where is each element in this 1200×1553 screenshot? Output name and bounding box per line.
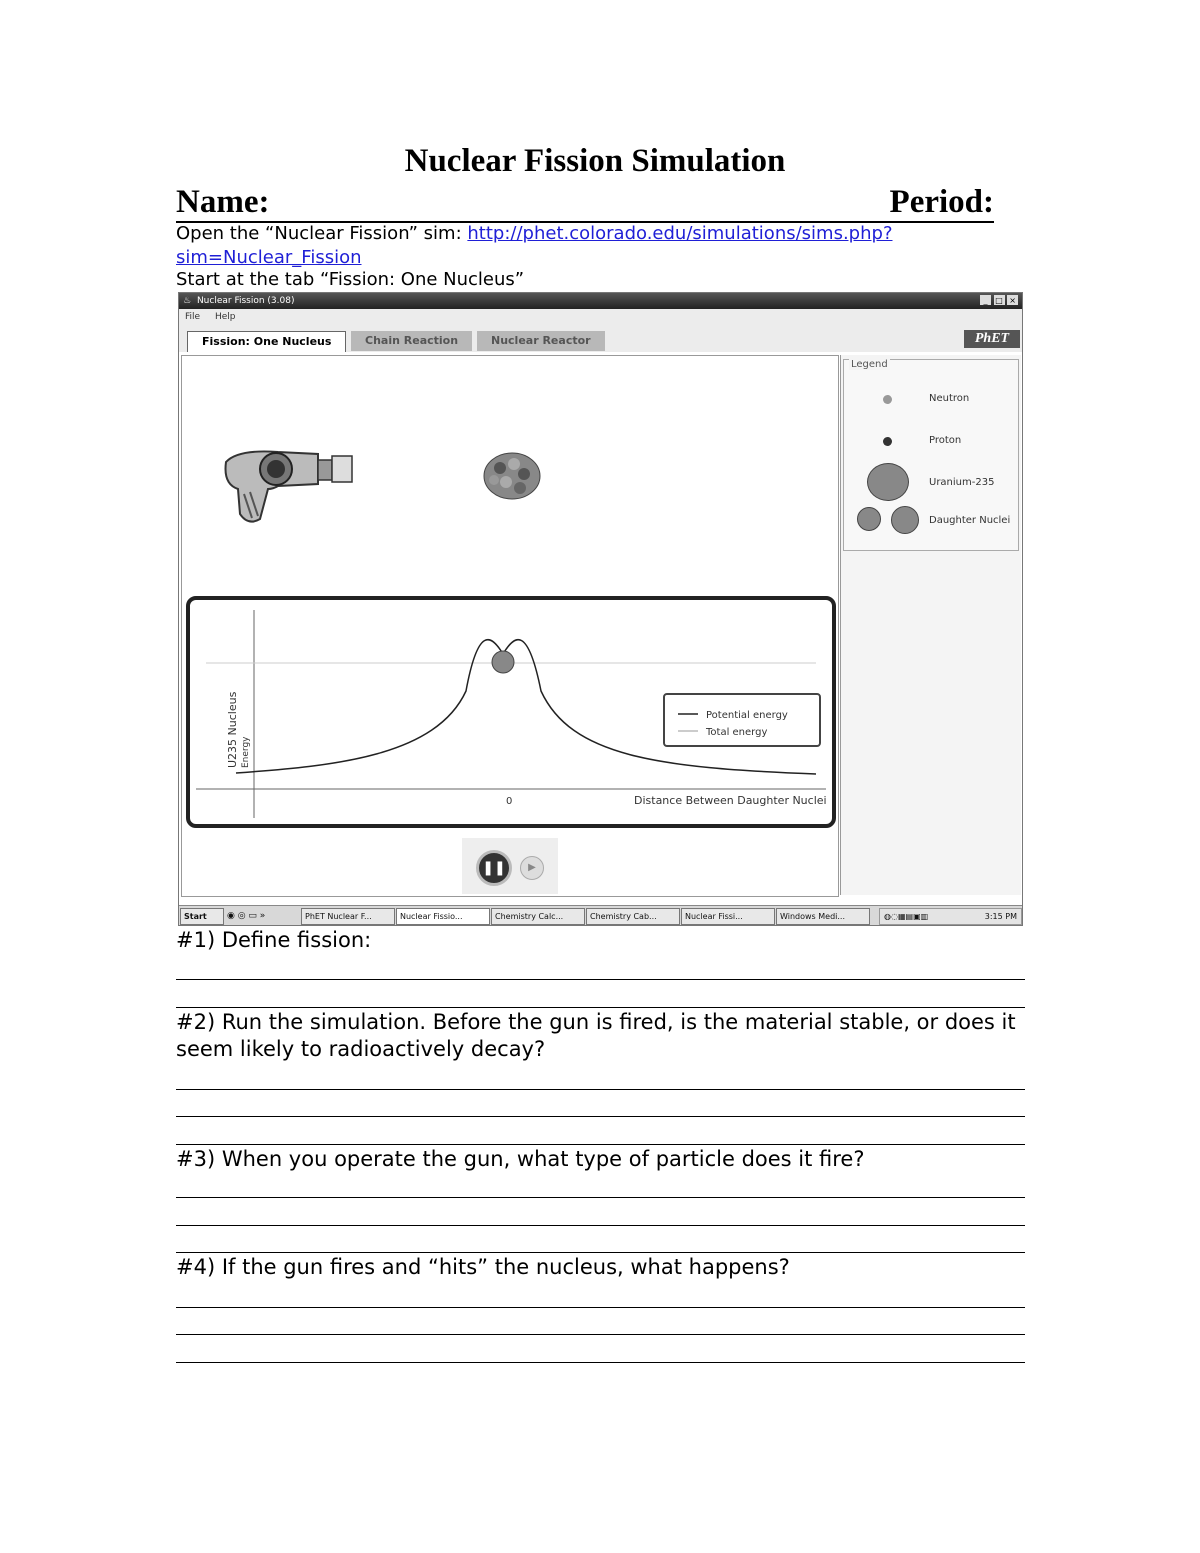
page-title: Nuclear Fission Simulation xyxy=(404,143,786,179)
close-icon[interactable]: × xyxy=(1007,295,1018,305)
daughter-nucleus-icon-a xyxy=(857,507,881,531)
legend-total-energy: Total energy xyxy=(706,727,768,738)
windows-taskbar xyxy=(179,905,1022,926)
answer-line[interactable] xyxy=(176,1007,1025,1008)
clock: 3:15 PM xyxy=(984,912,1017,921)
start-button[interactable]: Start xyxy=(180,908,224,925)
answer-line[interactable] xyxy=(176,1089,1025,1090)
minimize-icon[interactable]: _ xyxy=(980,295,991,305)
answer-line[interactable] xyxy=(176,1362,1025,1363)
tab-bar xyxy=(179,326,1022,352)
answer-line[interactable] xyxy=(176,1334,1025,1335)
tray-icons[interactable]: ◍◌▦▤▣▥ xyxy=(884,912,929,921)
legend-potential-energy: Potential energy xyxy=(706,710,788,721)
uranium-nucleus-icon xyxy=(480,450,544,502)
answer-line[interactable] xyxy=(176,1307,1025,1308)
name-period-line xyxy=(176,183,994,223)
question-3: #3) When you operate the gun, what type of particle does it fire? xyxy=(176,1147,865,1171)
legend-daughter-nuclei: Daughter Nuclei xyxy=(929,515,1011,526)
answer-line[interactable] xyxy=(176,1144,1025,1145)
answer-line[interactable] xyxy=(176,1116,1025,1117)
playback-controls xyxy=(462,838,558,894)
phet-logo: PhET xyxy=(964,330,1020,348)
taskbar-item-nuclear-fissi[interactable]: Nuclear Fissi... xyxy=(681,908,775,925)
question-2: #2) Run the simulation. Before the gun is fired, is the material stable, or does it seem likely to radioactively decay? xyxy=(176,1010,1016,1061)
graph-nucleus-icon xyxy=(492,651,514,673)
java-icon: ♨ xyxy=(183,296,192,306)
window-controls[interactable] xyxy=(980,295,1020,306)
name-label: Name: xyxy=(176,184,270,220)
legend-proton: Proton xyxy=(929,435,962,446)
legend-title: Legend xyxy=(851,359,888,370)
maximize-icon[interactable]: □ xyxy=(995,296,1003,305)
tab-fission-one-nucleus[interactable]: Fission: One Nucleus xyxy=(187,331,346,352)
graph-y-label-energy: Energy xyxy=(241,736,251,768)
neutron-gun-icon[interactable] xyxy=(218,444,358,529)
period-label: Period: xyxy=(889,184,994,220)
taskbar-item-phet[interactable]: PhET Nuclear F... xyxy=(301,908,395,925)
window-title: Nuclear Fission (3.08) xyxy=(196,296,295,306)
question-1: #1) Define fission: xyxy=(176,928,372,952)
sim-url-link-continued[interactable]: sim=Nuclear_Fission xyxy=(176,247,362,268)
daughter-nucleus-icon-b xyxy=(891,506,919,534)
uranium-legend-icon xyxy=(867,463,909,501)
neutron-icon xyxy=(883,395,892,404)
proton-icon xyxy=(883,437,892,446)
menu-bar xyxy=(179,309,1022,326)
sim-play-area xyxy=(181,355,839,897)
legend-panel xyxy=(840,355,1021,895)
graph-x-tick: 0 xyxy=(506,796,513,807)
graph-y-label: U235 Nucleus xyxy=(226,691,239,768)
taskbar-item-chemistry-cab[interactable]: Chemistry Cab... xyxy=(586,908,680,925)
answer-line[interactable] xyxy=(176,1197,1025,1198)
answer-line[interactable] xyxy=(176,979,1025,980)
question-4: #4) If the gun fires and “hits” the nucleus, what happens? xyxy=(176,1255,790,1279)
open-prefix: Open the “Nuclear Fission” sim: xyxy=(176,223,462,244)
menu-file[interactable]: File xyxy=(185,312,201,322)
sim-screenshot xyxy=(178,292,1023,926)
pause-button[interactable]: ❚❚ xyxy=(476,850,512,886)
taskbar-item-windows-media[interactable]: Windows Medi... xyxy=(776,908,870,925)
quick-launch-icons[interactable]: ◉ ◎ ▭ » xyxy=(227,911,266,921)
energy-graph xyxy=(186,596,838,832)
answer-line[interactable] xyxy=(176,1252,1025,1253)
open-instruction xyxy=(176,222,1006,270)
answer-line[interactable] xyxy=(176,1225,1025,1226)
legend-uranium: Uranium-235 xyxy=(929,477,995,488)
start-instruction: Start at the tab “Fission: One Nucleus” xyxy=(176,269,525,290)
taskbar-item-chemistry-calc[interactable]: Chemistry Calc... xyxy=(491,908,585,925)
menu-help[interactable]: Help xyxy=(214,312,236,322)
step-button[interactable]: ▶ xyxy=(520,856,544,880)
graph-x-label: Distance Between Daughter Nuclei xyxy=(634,794,827,807)
system-tray xyxy=(879,908,1022,925)
tab-nuclear-reactor[interactable]: Nuclear Reactor xyxy=(477,331,605,351)
sim-url-link[interactable]: http://phet.colorado.edu/simulations/sims.php? xyxy=(467,223,893,244)
taskbar-item-nuclear-fission[interactable]: Nuclear Fissio... xyxy=(396,908,490,925)
tab-chain-reaction[interactable]: Chain Reaction xyxy=(351,331,472,351)
window-titlebar xyxy=(179,293,1022,309)
legend-neutron: Neutron xyxy=(929,393,970,404)
